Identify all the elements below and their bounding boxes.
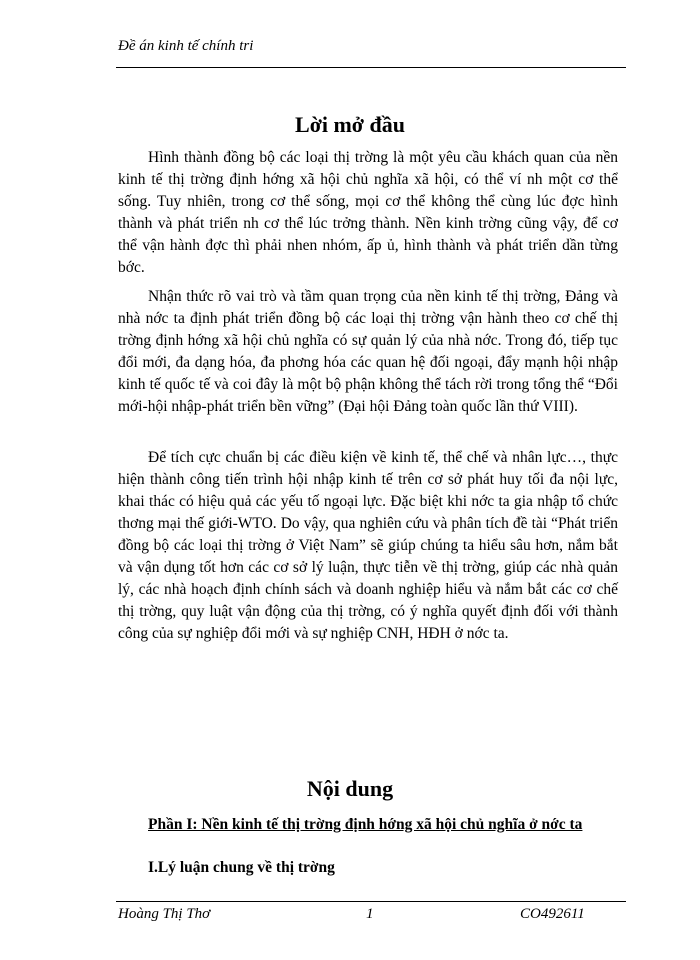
footer-author: Hoàng Thị Thơ: [118, 906, 211, 922]
intro-paragraph-3: Để tích cực chuẩn bị các điều kiện về kinh tế, thể chế và nhân lực…, thực hiện thành công tiến trình hội nhập kinh tế trên cơ sở phát huy tối đa nội lực, khai thác có hiệu quả các yếu tố ngoại lực. Đặc biệt khi nớc ta gia nhập tổ chức thơng mại thế giới-WTO. Do vậy, qua nghiên cứu và phân tích đề tài “Phát triển đồng bộ các loại thị trờng ở Việt Nam” sẽ giúp chúng ta hiểu sâu hơn, nắm bắt và vận dụng tốt hơn các cơ sở lý luận, thực tiễn về thị trờng, giúp các nhà quản lý, các nhà hoạch định chính sách và doanh nghiệp hiểu và nắm bắt các cơ chế thị trờng, quy luật vận động của thị trờng, có ý nghĩa quyết định đối với thành công của sự nghiệp đổi mới và sự nghiệp CNH, HĐH ở nớc ta.: [118, 449, 618, 642]
header-divider: [116, 67, 626, 68]
footer-code: CO492611: [520, 906, 585, 922]
intro-paragraph-2: Nhận thức rõ vai trò và tầm quan trọng của nền kinh tế thị trờng, Đảng và nhà nớc ta định phát triển đồng bộ các loại thị trờng vận hành theo cơ chế thị trờng định hớng xã hội chủ nghĩa có sự quản lý của nhà nớc. Trong đó, tiếp tục đổi mới, đa dạng hóa, đa phơng hóa các quan hệ đối ngoại, đẩy mạnh hội nhập kinh tế quốc tế và coi đây là một bộ phận không thể tách rời trong tổng thể “Đổi mới-hội nhập-phát triển bền vững” (Đại hội Đảng toàn quốc lần thứ VIII).: [118, 288, 618, 415]
running-header: Đề án kinh tế chính tri: [118, 38, 254, 54]
section-title: I.Lý luận chung về thị trờng: [148, 859, 335, 876]
content-heading: Nội dung: [306, 776, 394, 801]
footer-divider: [116, 901, 626, 902]
intro-heading: Lời mở đầu: [295, 112, 405, 137]
intro-paragraph-1: Hình thành đồng bộ các loại thị trờng là một yêu cầu khách quan của nền kinh tế thị trờng định hớng xã hội chủ nghĩa xã hội, có thể ví nh một cơ thể sống. Tuy nhiên, trong cơ thể sống, mọi cơ thể không thể cùng lúc đợc hình thành và phát triển nh cơ thể lúc trởng thành. Nền kinh trờng cũng vậy, để cơ thể vận hành đợc thì phải nhen nhóm, ấp ủ, hình thành và phát triển dần từng bớc.: [118, 149, 618, 276]
footer-page-number: 1: [366, 906, 374, 922]
part-title: Phần I: Nền kinh tế thị trờng định hớng xã hội chủ nghĩa ở nớc ta: [148, 816, 583, 833]
